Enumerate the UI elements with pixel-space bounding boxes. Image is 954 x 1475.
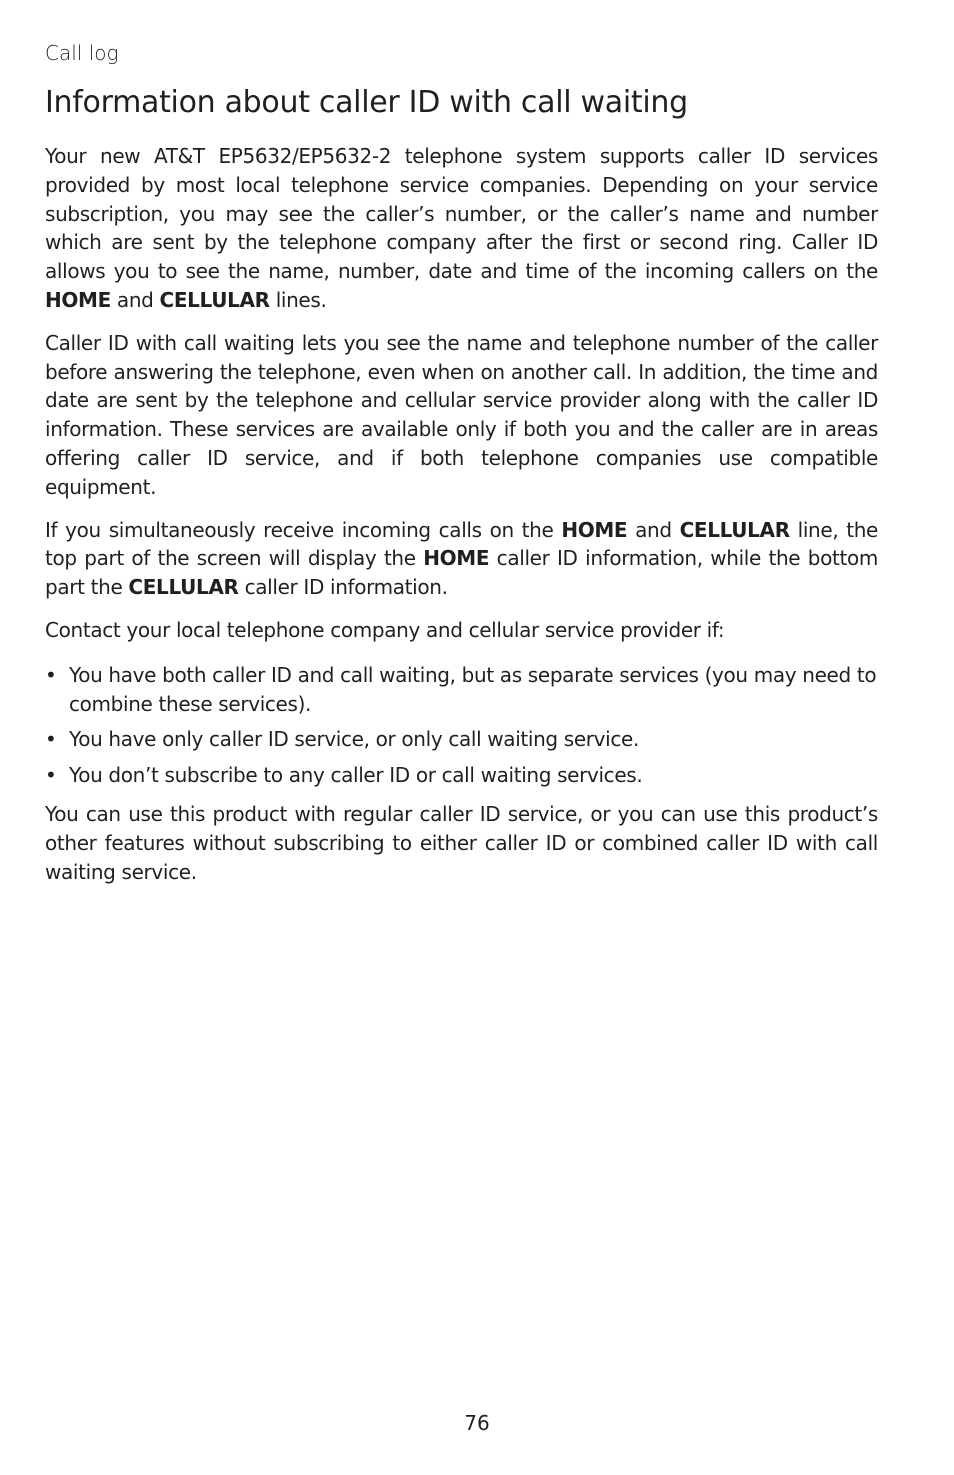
list-item bbox=[45, 725, 878, 754]
list-item-text: You don’t subscribe to any caller ID or call waiting services. bbox=[69, 763, 643, 788]
simultaneous-calls-paragraph bbox=[45, 516, 878, 602]
contact-paragraph: Contact your local telephone company and cellular service provider if: bbox=[45, 617, 725, 642]
bullet-icon: • bbox=[45, 662, 57, 687]
home-keyword: HOME bbox=[423, 546, 490, 571]
call-waiting-paragraph: Caller ID with call waiting lets you see the name and telephone number of the caller before answering the telephone, even when on another call. In addition, the time and date are sent by the telephone and cellular service provider along with the caller ID information. These services are available only if both you and the caller are in areas offering caller ID service, and if both telephone companies use compatible equipment. bbox=[45, 330, 878, 499]
bullet-icon: • bbox=[45, 763, 57, 788]
simultaneous-text: If you simultaneously receive incoming calls on the bbox=[45, 517, 562, 542]
conditions-list bbox=[45, 661, 878, 790]
cellular-keyword: CELLULAR bbox=[159, 287, 270, 312]
body-text bbox=[45, 142, 878, 900]
closing-paragraph: You can use this product with regular caller ID service, or you can use this product’s other features without subscribing to either caller ID or combined caller ID with call waiting service. bbox=[45, 801, 878, 884]
simultaneous-end: caller ID information. bbox=[238, 575, 448, 600]
intro-paragraph bbox=[45, 142, 878, 315]
page-title: Information about caller ID with call waiting bbox=[45, 85, 688, 120]
intro-end: lines. bbox=[269, 287, 327, 312]
list-item bbox=[45, 661, 878, 719]
home-keyword: HOME bbox=[561, 517, 628, 542]
simultaneous-text-2: line, the top part of the screen will display the bbox=[45, 517, 878, 571]
simultaneous-and: and bbox=[627, 517, 680, 542]
list-item bbox=[45, 761, 878, 790]
intro-and: and bbox=[110, 287, 160, 312]
home-keyword: HOME bbox=[45, 287, 111, 312]
section-label: Call log bbox=[45, 41, 119, 65]
list-item-text: You have both caller ID and call waiting, but as separate services (you may need to combine these services). bbox=[69, 662, 877, 716]
page-number: 76 bbox=[464, 1411, 490, 1435]
simultaneous-text-3: caller ID information, while the bottom part the bbox=[45, 546, 878, 600]
bullet-icon: • bbox=[45, 727, 57, 752]
intro-text: Your new AT&T EP5632/EP5632-2 telephone system supports caller ID services provided by most local telephone service companies. Depending on your service subscription, you may see the caller’s number, or the caller’s name and number which are sent by the telephone company after the first or second ring. Caller ID allows you to see the name, number, date and time of the incoming callers on the bbox=[45, 144, 878, 284]
cellular-keyword: CELLULAR bbox=[128, 575, 239, 600]
list-item-text: You have only caller ID service, or only call waiting service. bbox=[69, 727, 639, 752]
cellular-keyword: CELLULAR bbox=[679, 517, 790, 542]
